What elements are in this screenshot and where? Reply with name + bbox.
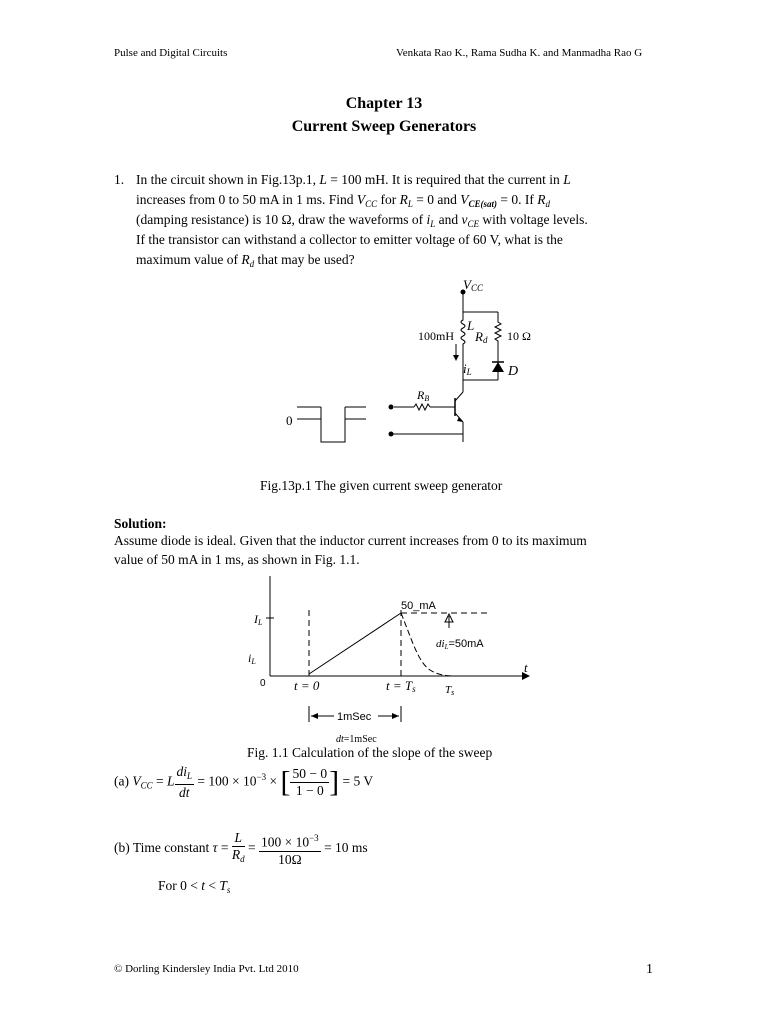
dil-dt-fraction: $\frac{di_L}{dt}$ <box>176 764 193 800</box>
problem-number: 1. <box>114 172 125 187</box>
rb-label: RB <box>417 388 430 403</box>
rd-value: 10 Ω <box>507 329 531 343</box>
tts-label: t = Ts <box>386 678 416 694</box>
problem-line-3: (damping resistance) is 10 Ω, draw the waveforms of $i_L$ and $v_{CE}$ with voltage levels. <box>136 212 588 229</box>
sweep-graph <box>240 570 540 750</box>
figure-1-1-caption: Fig. 1.1 Calculation of the slope of the sweep <box>247 745 493 760</box>
inductance-value: 100mH <box>418 329 454 343</box>
chapter-title: Current Sweep Generators <box>291 118 477 135</box>
vcc-label: VCC <box>463 277 483 293</box>
equation-a: (a) $V_{CC} = L$ $\frac{di_L}{dt}$ = $100 \times 10^{-3}$ × [ $\frac{50 - 0}{1 - 0}$ ] = 5 V <box>114 764 374 800</box>
width-label: 1mSec <box>337 711 372 723</box>
il-max-label: IL <box>254 612 263 627</box>
page-number: 1 <box>646 962 653 977</box>
problem-line-1: In the circuit shown in Fig.13p.1, L = 100 mH. It is required that the current in L <box>136 172 571 187</box>
problem-line-2: increases from 0 to 50 mA in 1 ms. Find $V_{CC}$ for $R_L = 0$ and $V_{CE(sat)} = 0$. If $R_d$ <box>136 192 550 209</box>
input-pulse-waveform <box>297 407 366 442</box>
il-axis-label: iL <box>248 651 256 666</box>
input-zero-label: 0 <box>286 413 293 428</box>
bracket-fraction: $\frac{50 - 0}{1 - 0}$ <box>292 766 328 798</box>
base-resistor-symbol <box>414 404 430 410</box>
dt-label: dt=1mSec <box>336 734 377 745</box>
l-rd-fraction: $\frac{L}{R_d}$ <box>231 830 245 865</box>
for-interval-line: For $0 < t < T_s$ <box>158 878 231 895</box>
origin-label: 0 <box>260 678 266 689</box>
inductor-label: L <box>467 318 475 333</box>
value-fraction: $\frac{100 \times 10^{-3}}{10\Omega}$ <box>259 830 321 868</box>
running-header-left: Pulse and Digital Circuits <box>114 47 228 59</box>
figure-13p1-caption: Fig.13p.1 The given current sweep generator <box>260 478 503 493</box>
solution-heading: Solution: <box>114 516 167 531</box>
chapter-number: Chapter 13 <box>345 95 423 112</box>
solution-line-2: value of 50 mA in 1 ms, as shown in Fig. 1.1. <box>114 552 360 567</box>
problem-line-5: maximum value of $R_d$ that may be used? <box>136 252 355 269</box>
diode-label: D <box>508 364 519 379</box>
circuit-diagram <box>270 270 570 450</box>
peak-label: 50_mA <box>401 600 436 612</box>
inductor-symbol <box>461 312 465 348</box>
dil-label: diL=50mA <box>436 638 484 651</box>
ts-end-label: Ts <box>445 684 455 697</box>
t0-label: t = 0 <box>294 678 320 693</box>
problem-line-4: If the transistor can withstand a collector to emitter voltage of 60 V, what is the <box>136 232 563 247</box>
rd-label: Rd <box>475 329 488 345</box>
il-label: iL <box>463 361 472 377</box>
solution-line-1: Assume diode is ideal. Given that the inductor current increases from 0 to its maximum <box>114 533 587 548</box>
running-header-right: Venkata Rao K., Rama Sudha K. and Manmadha Rao G <box>396 47 643 59</box>
diode-symbol <box>492 362 504 372</box>
copyright-footer: © Dorling Kindersley India Pvt. Ltd 2010 <box>114 963 299 975</box>
equation-b: (b) Time constant τ = $\frac{L}{R_d}$ = $\frac{100 \times 10^{-3}}{10\Omega}$ = 10 ms <box>114 830 368 867</box>
sweep-ramp <box>309 613 401 674</box>
t-axis-label: t <box>524 660 528 675</box>
damping-resistor-symbol <box>495 312 501 360</box>
